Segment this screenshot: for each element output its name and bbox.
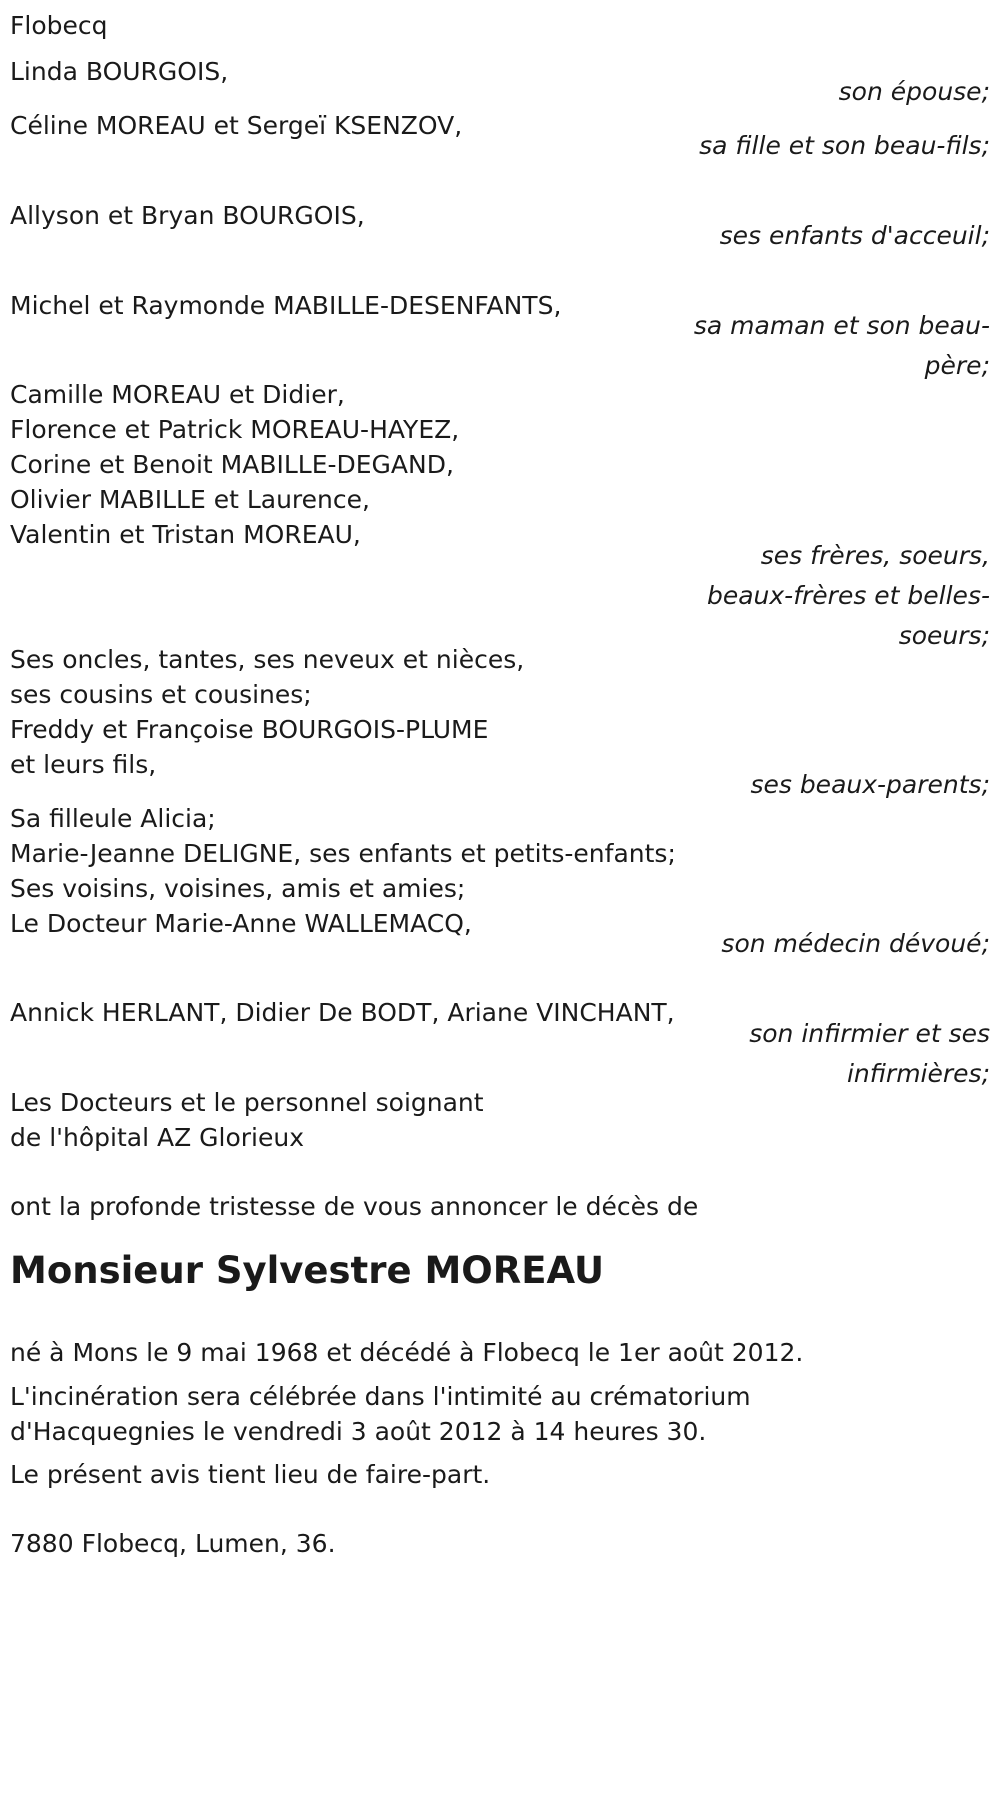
family-name-line: Florence et Patrick MOREAU-HAYEZ, bbox=[10, 415, 460, 444]
relation-label: son médecin dévoué; bbox=[721, 929, 990, 958]
family-name-line: Camille MOREAU et Didier, bbox=[10, 380, 345, 409]
family-name-line: Les Docteurs et le personnel soignant bbox=[10, 1088, 484, 1117]
family-name-line: Sa filleule Alicia; bbox=[10, 804, 216, 833]
relation-label: sa maman et son beau-père; bbox=[693, 311, 990, 380]
family-name-line: Allyson et Bryan BOURGOIS, bbox=[10, 201, 365, 230]
family-name-line: Marie-Jeanne DELIGNE, ses enfants et petits-enfants; bbox=[10, 839, 676, 868]
family-name-line: Ses oncles, tantes, ses neveux et nièces, bbox=[10, 645, 525, 674]
faire-part-line: Le présent avis tient lieu de faire-part. bbox=[10, 1460, 491, 1489]
family-name-line: Le Docteur Marie-Anne WALLEMACQ, bbox=[10, 909, 472, 938]
ceremony-line: d'Hacquegnies le vendredi 3 août 2012 à 14 heures 30. bbox=[10, 1417, 707, 1446]
family-name-line: Céline MOREAU et Sergeï KSENZOV, bbox=[10, 111, 463, 140]
relation-label: son infirmier et ses infirmières; bbox=[749, 1019, 990, 1088]
family-name-line: Freddy et Françoise BOURGOIS-PLUME bbox=[10, 715, 489, 744]
ceremony-line: L'incinération sera célébrée dans l'intimité au crématorium bbox=[10, 1382, 751, 1411]
relation-label: sa fille et son beau-fils; bbox=[699, 131, 990, 160]
family-name-line: Annick HERLANT, Didier De BODT, Ariane VINCHANT, bbox=[10, 998, 675, 1027]
deceased-name: Monsieur Sylvestre MOREAU bbox=[10, 1249, 605, 1292]
town-line: Flobecq bbox=[10, 11, 108, 40]
family-name-line: Corine et Benoit MABILLE-DEGAND, bbox=[10, 450, 454, 479]
family-name-line: Michel et Raymonde MABILLE-DESENFANTS, bbox=[10, 291, 562, 320]
family-name-line: Valentin et Tristan MOREAU, bbox=[10, 520, 361, 549]
family-name-line: de l'hôpital AZ Glorieux bbox=[10, 1123, 305, 1152]
announcement-text: ont la profonde tristesse de vous annoncer le décès de bbox=[10, 1192, 699, 1221]
relation-label: ses beaux-parents; bbox=[750, 770, 990, 799]
family-name-line: ses cousins et cousines; bbox=[10, 680, 312, 709]
address-line: 7880 Flobecq, Lumen, 36. bbox=[10, 1529, 336, 1558]
relation-label: ses frères, soeurs, beaux-frères et belles-soeurs; bbox=[706, 541, 990, 650]
relation-label: son épouse; bbox=[838, 77, 990, 106]
family-name-line: Linda BOURGOIS, bbox=[10, 57, 229, 86]
family-name-line: Ses voisins, voisines, amis et amies; bbox=[10, 874, 466, 903]
family-name-line: et leurs fils, bbox=[10, 750, 157, 779]
family-name-line: Olivier MABILLE et Laurence, bbox=[10, 485, 370, 514]
birth-death-line: né à Mons le 9 mai 1968 et décédé à Flobecq le 1er août 2012. bbox=[10, 1338, 804, 1367]
relation-label: ses enfants d'acceuil; bbox=[719, 221, 990, 250]
